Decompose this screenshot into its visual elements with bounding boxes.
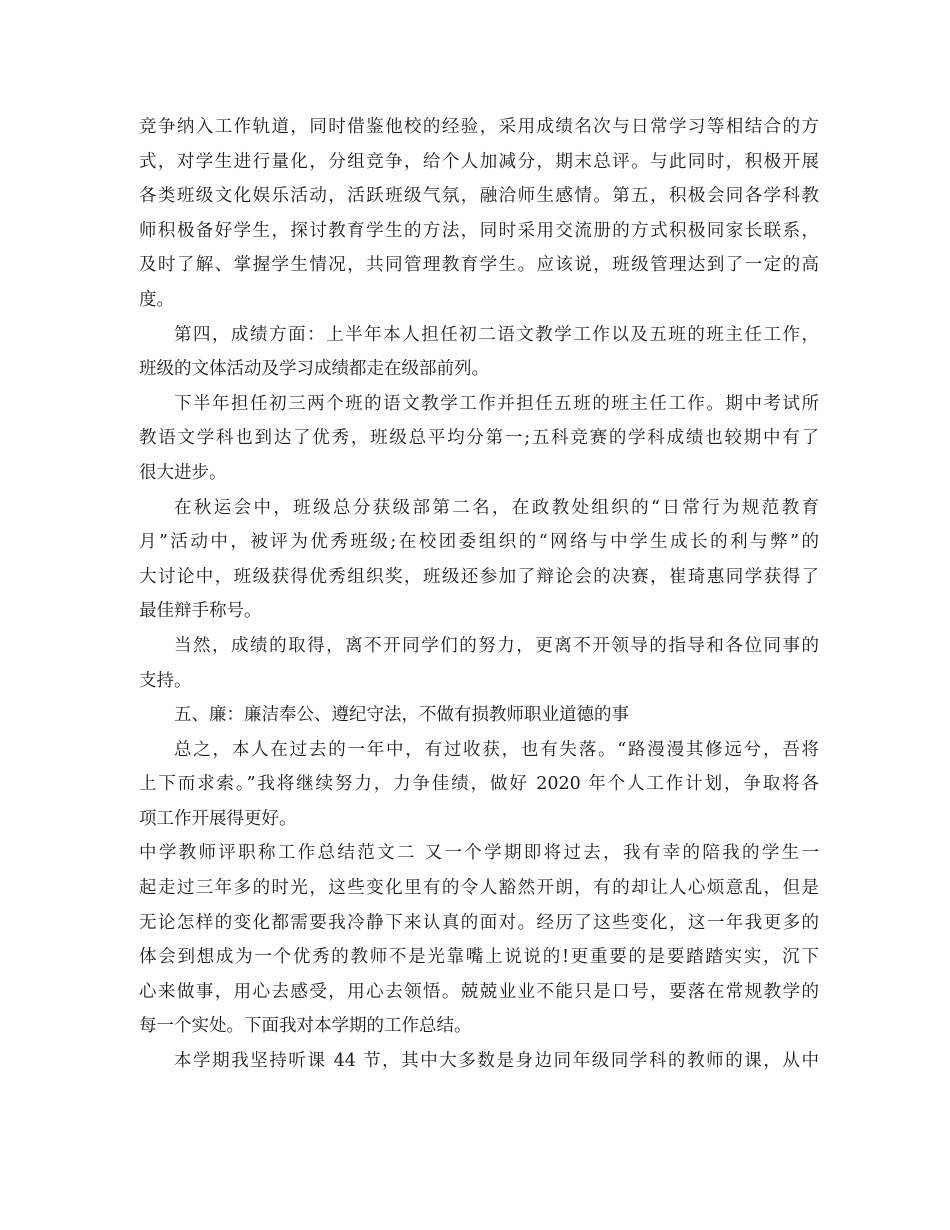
- text-line: 式，对学生进行量化，分组竞争，给个人加减分，期末总评。与此同时，积极开展: [139, 151, 819, 172]
- text-line: 及时了解、掌握学生情况，共同管理教育学生。应该说，班级管理达到了一定的高: [139, 255, 819, 276]
- text-line: 下半年担任初三两个班的语文教学工作并担任五班的班主任工作。期中考试所: [174, 393, 819, 414]
- text-line: 五、廉：廉洁奉公、遵纪守法，不做有损教师职业道德的事: [174, 705, 629, 726]
- text-line: 每一个实处。下面我对本学期的工作总结。: [139, 1016, 472, 1037]
- text-line: 师积极备好学生，探讨教育学生的方法，同时采用交流册的方式积极同家长联系，: [139, 220, 819, 241]
- document-body: [139, 110, 819, 1079]
- text-line: 无论怎样的变化都需要我冷静下来认真的面对。经历了这些变化，这一年我更多的: [139, 912, 819, 933]
- text-line: 心来做事，用心去感受，用心去领悟。兢兢业业不能只是口号，要落在常规教学的: [139, 981, 819, 1002]
- text-line: 班级的文体活动及学习成绩都走在级部前列。: [139, 359, 489, 380]
- text-line: 教语文学科也到达了优秀，班级总平均分第一;五科竞赛的学科成绩也较期中有了: [139, 428, 819, 449]
- text-line: 第四，成绩方面：上半年本人担任初二语文教学工作以及五班的班主任工作，: [174, 324, 819, 345]
- text-line: 支持。: [139, 670, 192, 691]
- text-line: 总之，本人在过去的一年中，有过收获，也有失落。“路漫漫其修远兮，吾将: [174, 739, 819, 760]
- text-line: 度。: [139, 289, 174, 310]
- text-line: 最佳辩手称号。: [139, 601, 262, 622]
- text-line: 本学期我坚持听课 44 节，其中大多数是身边同年级同学科的教师的课，从中: [174, 1051, 819, 1072]
- text-line: 竞争纳入工作轨道，同时借鉴他校的经验，采用成绩名次与日常学习等相结合的方: [139, 117, 819, 137]
- text-line: 各类班级文化娱乐活动，活跃班级气氛，融洽师生感情。第五，积极会同各学科教: [139, 186, 819, 207]
- text-line: 项工作开展得更好。: [139, 808, 297, 829]
- text-line: 很大进步。: [139, 462, 227, 483]
- text-line: 体会到想成为一个优秀的教师不是光靠嘴上说说的!更重要的是要踏踏实实，沉下: [139, 947, 819, 968]
- text-line: 月”活动中，被评为优秀班级;在校团委组织的“网络与中学生成长的利与弊”的: [139, 532, 819, 553]
- text-line: 大讨论中，班级获得优秀组织奖，班级还参加了辩论会的决赛，崔琦惠同学获得了: [139, 566, 819, 587]
- text-line: 起走过三年多的时光，这些变化里有的令人豁然开朗，有的却让人心烦意乱，但是: [139, 878, 819, 899]
- text-line: 中学教师评职称工作总结范文二 又一个学期即将过去，我有幸的陪我的学生一: [139, 843, 819, 864]
- text-line: 当然，成绩的取得，离不开同学们的努力，更离不开领导的指导和各位同事的: [174, 635, 819, 656]
- text-line: 在秋运会中，班级总分获级部第二名，在政教处组织的“日常行为规范教育: [174, 497, 819, 518]
- text-line: 上下而求索。”我将继续努力，力争佳绩，做好 2020 年个人工作计划，争取将各: [139, 774, 819, 795]
